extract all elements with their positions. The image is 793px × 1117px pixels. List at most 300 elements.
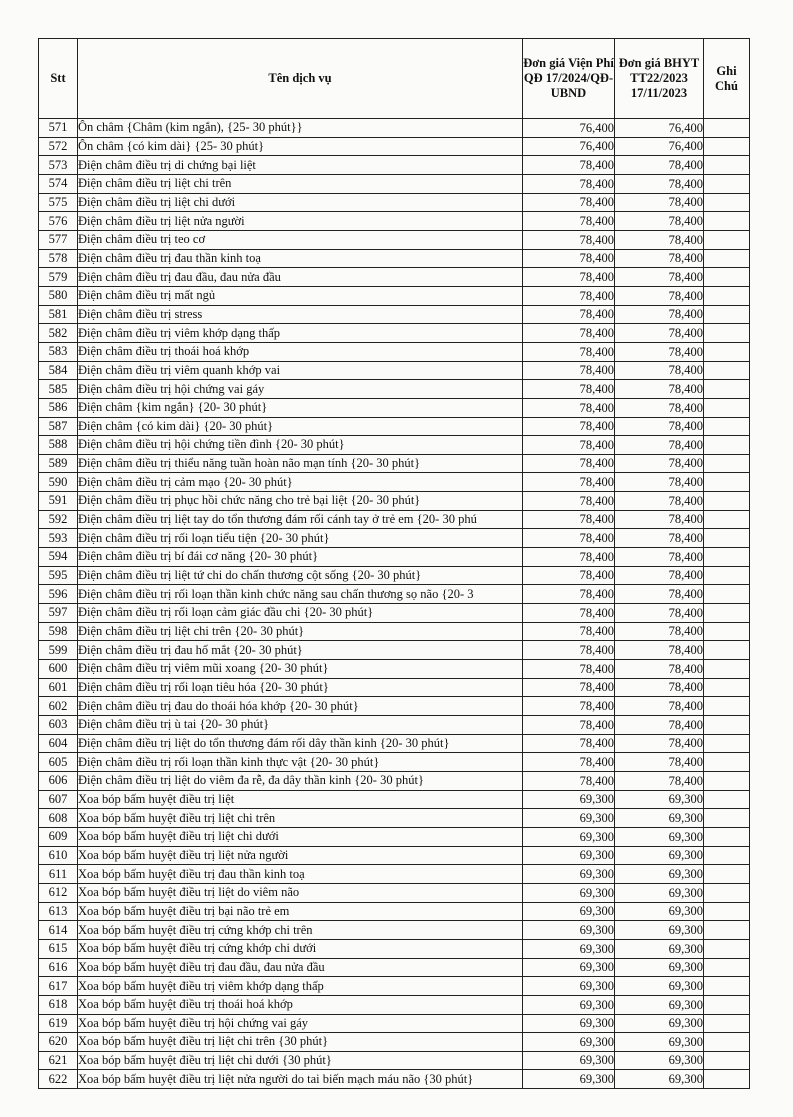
row-stt: 606 <box>39 771 78 790</box>
row-price-health-insurance: 69,300 <box>615 958 704 977</box>
row-price-health-insurance: 78,400 <box>615 342 704 361</box>
row-service-name: Xoa bóp bấm huyệt điều trị đau đầu, đau nửa đầu <box>78 958 523 977</box>
row-price-health-insurance: 69,300 <box>615 977 704 996</box>
row-note <box>704 678 750 697</box>
row-service-name: Xoa bóp bấm huyệt điều trị liệt chi trên {30 phút} <box>78 1033 523 1052</box>
row-service-name: Xoa bóp bấm huyệt điều trị liệt do viêm não <box>78 883 523 902</box>
header-service-name: Tên dịch vụ <box>78 39 523 119</box>
row-service-name: Điện châm {có kim dài} {20- 30 phút} <box>78 417 523 436</box>
row-note <box>704 790 750 809</box>
table-row <box>39 660 750 679</box>
row-service-name: Xoa bóp bấm huyệt điều trị viêm khớp dạng thấp <box>78 977 523 996</box>
row-price-health-insurance: 78,400 <box>615 473 704 492</box>
row-price-hospital-fee: 69,300 <box>523 958 615 977</box>
row-service-name: Điện châm điều trị viêm khớp dạng thấp <box>78 324 523 343</box>
row-stt: 607 <box>39 790 78 809</box>
row-stt: 573 <box>39 156 78 175</box>
row-note <box>704 1033 750 1052</box>
table-row <box>39 958 750 977</box>
table-row <box>39 212 750 231</box>
row-stt: 610 <box>39 846 78 865</box>
row-price-hospital-fee: 78,400 <box>523 604 615 623</box>
row-price-health-insurance: 78,400 <box>615 268 704 287</box>
row-stt: 605 <box>39 753 78 772</box>
table-row <box>39 921 750 940</box>
row-stt: 575 <box>39 193 78 212</box>
row-service-name: Điện châm điều trị stress <box>78 305 523 324</box>
row-price-hospital-fee: 76,400 <box>523 137 615 156</box>
row-price-health-insurance: 78,400 <box>615 660 704 679</box>
row-price-hospital-fee: 78,400 <box>523 566 615 585</box>
table-row <box>39 883 750 902</box>
table-row <box>39 174 750 193</box>
table-row <box>39 771 750 790</box>
row-note <box>704 697 750 716</box>
table-row <box>39 809 750 828</box>
row-stt: 622 <box>39 1070 78 1089</box>
table-row <box>39 902 750 921</box>
table-row <box>39 734 750 753</box>
table-row <box>39 492 750 511</box>
row-stt: 593 <box>39 529 78 548</box>
row-price-hospital-fee: 78,400 <box>523 660 615 679</box>
row-price-health-insurance: 78,400 <box>615 454 704 473</box>
row-service-name: Điện châm điều trị liệt do tổn thương đám rối dây thần kinh {20- 30 phút} <box>78 734 523 753</box>
header-price-hospital-fee: Đơn giá Viện Phí QĐ 17/2024/QĐ-UBND <box>523 39 615 119</box>
row-note <box>704 716 750 735</box>
table-row <box>39 473 750 492</box>
row-price-health-insurance: 78,400 <box>615 734 704 753</box>
row-stt: 587 <box>39 417 78 436</box>
row-price-hospital-fee: 78,400 <box>523 268 615 287</box>
price-table <box>38 38 750 1089</box>
row-price-health-insurance: 78,400 <box>615 641 704 660</box>
table-row <box>39 380 750 399</box>
row-price-health-insurance: 69,300 <box>615 1033 704 1052</box>
row-service-name: Điện châm điều trị đau thần kinh toạ <box>78 249 523 268</box>
row-price-hospital-fee: 78,400 <box>523 156 615 175</box>
row-stt: 621 <box>39 1051 78 1070</box>
row-stt: 614 <box>39 921 78 940</box>
row-price-hospital-fee: 78,400 <box>523 212 615 231</box>
table-row <box>39 305 750 324</box>
table-row <box>39 193 750 212</box>
table-row <box>39 398 750 417</box>
row-price-hospital-fee: 69,300 <box>523 995 615 1014</box>
row-stt: 617 <box>39 977 78 996</box>
row-note <box>704 939 750 958</box>
row-service-name: Điện châm {kim ngắn} {20- 30 phút} <box>78 398 523 417</box>
row-price-hospital-fee: 78,400 <box>523 510 615 529</box>
row-price-health-insurance: 78,400 <box>615 678 704 697</box>
row-note <box>704 771 750 790</box>
row-price-health-insurance: 78,400 <box>615 174 704 193</box>
row-stt: 582 <box>39 324 78 343</box>
row-price-health-insurance: 78,400 <box>615 510 704 529</box>
row-price-health-insurance: 69,300 <box>615 1051 704 1070</box>
row-note <box>704 473 750 492</box>
row-note <box>704 566 750 585</box>
row-price-health-insurance: 78,400 <box>615 753 704 772</box>
row-service-name: Điện châm điều trị rối loạn tiêu hóa {20- 30 phút} <box>78 678 523 697</box>
row-note <box>704 510 750 529</box>
row-price-health-insurance: 69,300 <box>615 809 704 828</box>
row-price-hospital-fee: 78,400 <box>523 398 615 417</box>
row-price-health-insurance: 78,400 <box>615 716 704 735</box>
row-note <box>704 286 750 305</box>
row-service-name: Điện châm điều trị đau do thoái hóa khớp {20- 30 phút} <box>78 697 523 716</box>
row-price-hospital-fee: 78,400 <box>523 753 615 772</box>
row-price-health-insurance: 78,400 <box>615 566 704 585</box>
row-note <box>704 1070 750 1089</box>
row-note <box>704 641 750 660</box>
row-note <box>704 361 750 380</box>
row-stt: 581 <box>39 305 78 324</box>
row-price-hospital-fee: 69,300 <box>523 977 615 996</box>
row-stt: 616 <box>39 958 78 977</box>
row-price-hospital-fee: 69,300 <box>523 883 615 902</box>
row-price-health-insurance: 78,400 <box>615 361 704 380</box>
row-stt: 600 <box>39 660 78 679</box>
row-price-hospital-fee: 78,400 <box>523 529 615 548</box>
row-price-hospital-fee: 69,300 <box>523 809 615 828</box>
table-row <box>39 995 750 1014</box>
table-body <box>39 119 750 1089</box>
row-service-name: Điện châm điều trị viêm quanh khớp vai <box>78 361 523 380</box>
row-price-health-insurance: 76,400 <box>615 119 704 138</box>
row-price-health-insurance: 78,400 <box>615 212 704 231</box>
header-price-health-insurance: Đơn giá BHYT TT22/2023 17/11/2023 <box>615 39 704 119</box>
table-row <box>39 249 750 268</box>
row-price-health-insurance: 78,400 <box>615 697 704 716</box>
row-stt: 577 <box>39 230 78 249</box>
row-note <box>704 902 750 921</box>
row-price-health-insurance: 78,400 <box>615 585 704 604</box>
row-note <box>704 324 750 343</box>
row-price-health-insurance: 69,300 <box>615 790 704 809</box>
row-service-name: Điện châm điều trị ù tai {20- 30 phút} <box>78 716 523 735</box>
row-stt: 584 <box>39 361 78 380</box>
row-stt: 572 <box>39 137 78 156</box>
row-note <box>704 809 750 828</box>
row-note <box>704 193 750 212</box>
row-price-health-insurance: 69,300 <box>615 902 704 921</box>
row-price-hospital-fee: 78,400 <box>523 249 615 268</box>
row-price-hospital-fee: 78,400 <box>523 417 615 436</box>
row-stt: 611 <box>39 865 78 884</box>
row-stt: 579 <box>39 268 78 287</box>
row-service-name: Điện châm điều trị phục hồi chức năng cho trẻ bại liệt {20- 30 phút} <box>78 492 523 511</box>
row-price-health-insurance: 69,300 <box>615 865 704 884</box>
table-row <box>39 641 750 660</box>
row-price-health-insurance: 69,300 <box>615 1014 704 1033</box>
row-price-health-insurance: 78,400 <box>615 548 704 567</box>
row-price-health-insurance: 78,400 <box>615 324 704 343</box>
row-stt: 580 <box>39 286 78 305</box>
row-price-health-insurance: 69,300 <box>615 921 704 940</box>
row-price-hospital-fee: 69,300 <box>523 846 615 865</box>
table-row <box>39 678 750 697</box>
row-note <box>704 230 750 249</box>
row-service-name: Điện châm điều trị liệt tay do tổn thương đám rối cánh tay ở trẻ em {20- 30 phú <box>78 510 523 529</box>
row-stt: 603 <box>39 716 78 735</box>
row-price-hospital-fee: 78,400 <box>523 716 615 735</box>
row-service-name: Điện châm điều trị di chứng bại liệt <box>78 156 523 175</box>
row-service-name: Xoa bóp bấm huyệt điều trị đau thần kinh toạ <box>78 865 523 884</box>
table-row <box>39 268 750 287</box>
row-price-hospital-fee: 78,400 <box>523 193 615 212</box>
row-price-hospital-fee: 78,400 <box>523 230 615 249</box>
row-price-health-insurance: 78,400 <box>615 492 704 511</box>
row-note <box>704 249 750 268</box>
table-row <box>39 790 750 809</box>
row-note <box>704 585 750 604</box>
row-service-name: Xoa bóp bấm huyệt điều trị liệt chi trên <box>78 809 523 828</box>
table-row <box>39 827 750 846</box>
row-note <box>704 454 750 473</box>
row-price-health-insurance: 78,400 <box>615 417 704 436</box>
row-service-name: Điện châm điều trị đau đầu, đau nửa đầu <box>78 268 523 287</box>
table-row <box>39 1014 750 1033</box>
table-row <box>39 137 750 156</box>
row-service-name: Xoa bóp bấm huyệt điều trị bại não trẻ em <box>78 902 523 921</box>
row-price-health-insurance: 78,400 <box>615 193 704 212</box>
row-stt: 619 <box>39 1014 78 1033</box>
table-row <box>39 977 750 996</box>
row-price-health-insurance: 78,400 <box>615 398 704 417</box>
row-stt: 589 <box>39 454 78 473</box>
row-price-hospital-fee: 78,400 <box>523 436 615 455</box>
row-stt: 598 <box>39 622 78 641</box>
row-service-name: Điện châm điều trị rối loạn thần kinh thực vật {20- 30 phút} <box>78 753 523 772</box>
row-note <box>704 342 750 361</box>
row-price-hospital-fee: 78,400 <box>523 641 615 660</box>
row-service-name: Điện châm điều trị bí đái cơ năng {20- 30 phút} <box>78 548 523 567</box>
row-note <box>704 995 750 1014</box>
row-price-health-insurance: 78,400 <box>615 230 704 249</box>
row-note <box>704 883 750 902</box>
row-note <box>704 417 750 436</box>
row-price-hospital-fee: 78,400 <box>523 342 615 361</box>
table-row <box>39 566 750 585</box>
row-service-name: Điện châm điều trị đau hố mắt {20- 30 phút} <box>78 641 523 660</box>
row-service-name: Điện châm điều trị liệt nửa người <box>78 212 523 231</box>
row-price-hospital-fee: 78,400 <box>523 305 615 324</box>
row-note <box>704 622 750 641</box>
row-price-hospital-fee: 78,400 <box>523 324 615 343</box>
row-price-hospital-fee: 69,300 <box>523 1070 615 1089</box>
row-note <box>704 212 750 231</box>
row-price-health-insurance: 69,300 <box>615 995 704 1014</box>
row-service-name: Điện châm điều trị liệt chi trên <box>78 174 523 193</box>
table-row <box>39 230 750 249</box>
header-note: Ghi Chú <box>704 39 750 119</box>
row-service-name: Xoa bóp bấm huyệt điều trị cứng khớp chi trên <box>78 921 523 940</box>
row-price-health-insurance: 69,300 <box>615 827 704 846</box>
row-stt: 595 <box>39 566 78 585</box>
row-stt: 588 <box>39 436 78 455</box>
row-price-hospital-fee: 78,400 <box>523 286 615 305</box>
table-row <box>39 510 750 529</box>
row-stt: 583 <box>39 342 78 361</box>
row-price-hospital-fee: 78,400 <box>523 361 615 380</box>
row-stt: 604 <box>39 734 78 753</box>
header-stt: Stt <box>39 39 78 119</box>
row-service-name: Ôn châm {có kim dài} {25- 30 phút} <box>78 137 523 156</box>
row-price-hospital-fee: 78,400 <box>523 473 615 492</box>
row-price-hospital-fee: 78,400 <box>523 380 615 399</box>
row-note <box>704 865 750 884</box>
table-row <box>39 361 750 380</box>
row-note <box>704 492 750 511</box>
table-row <box>39 286 750 305</box>
row-price-health-insurance: 76,400 <box>615 137 704 156</box>
table-row <box>39 622 750 641</box>
row-price-hospital-fee: 78,400 <box>523 492 615 511</box>
row-service-name: Xoa bóp bấm huyệt điều trị cứng khớp chi dưới <box>78 939 523 958</box>
row-stt: 585 <box>39 380 78 399</box>
table-row <box>39 753 750 772</box>
row-note <box>704 174 750 193</box>
row-note <box>704 753 750 772</box>
row-stt: 597 <box>39 604 78 623</box>
table-row <box>39 846 750 865</box>
row-stt: 613 <box>39 902 78 921</box>
row-price-hospital-fee: 69,300 <box>523 1014 615 1033</box>
row-note <box>704 1051 750 1070</box>
row-price-health-insurance: 78,400 <box>615 622 704 641</box>
row-note <box>704 398 750 417</box>
row-stt: 615 <box>39 939 78 958</box>
row-service-name: Điện châm điều trị rối loạn tiểu tiện {20- 30 phút} <box>78 529 523 548</box>
row-service-name: Điện châm điều trị mất ngủ <box>78 286 523 305</box>
row-stt: 609 <box>39 827 78 846</box>
row-service-name: Xoa bóp bấm huyệt điều trị liệt nửa người <box>78 846 523 865</box>
row-price-hospital-fee: 78,400 <box>523 678 615 697</box>
table-row <box>39 865 750 884</box>
row-service-name: Xoa bóp bấm huyệt điều trị liệt chi dưới {30 phút} <box>78 1051 523 1070</box>
row-price-hospital-fee: 78,400 <box>523 697 615 716</box>
row-price-hospital-fee: 69,300 <box>523 790 615 809</box>
row-price-health-insurance: 69,300 <box>615 883 704 902</box>
row-stt: 578 <box>39 249 78 268</box>
row-price-health-insurance: 78,400 <box>615 771 704 790</box>
row-price-health-insurance: 78,400 <box>615 529 704 548</box>
row-service-name: Xoa bóp bấm huyệt điều trị liệt <box>78 790 523 809</box>
row-price-hospital-fee: 69,300 <box>523 939 615 958</box>
row-service-name: Điện châm điều trị viêm mũi xoang {20- 30 phút} <box>78 660 523 679</box>
table-row <box>39 939 750 958</box>
row-price-health-insurance: 78,400 <box>615 249 704 268</box>
row-price-hospital-fee: 78,400 <box>523 771 615 790</box>
table-row <box>39 529 750 548</box>
table-row <box>39 716 750 735</box>
row-service-name: Điện châm điều trị rối loạn cảm giác đầu chi {20- 30 phút} <box>78 604 523 623</box>
row-price-hospital-fee: 78,400 <box>523 585 615 604</box>
table-row <box>39 342 750 361</box>
row-price-hospital-fee: 78,400 <box>523 622 615 641</box>
row-note <box>704 827 750 846</box>
row-note <box>704 846 750 865</box>
row-stt: 599 <box>39 641 78 660</box>
table-row <box>39 119 750 138</box>
row-stt: 594 <box>39 548 78 567</box>
row-note <box>704 604 750 623</box>
row-service-name: Xoa bóp bấm huyệt điều trị hội chứng vai gáy <box>78 1014 523 1033</box>
table-row <box>39 454 750 473</box>
row-price-hospital-fee: 78,400 <box>523 454 615 473</box>
row-service-name: Điện châm điều trị hội chứng vai gáy <box>78 380 523 399</box>
row-stt: 618 <box>39 995 78 1014</box>
row-note <box>704 548 750 567</box>
row-service-name: Điện châm điều trị liệt do viêm đa rễ, đa dây thần kinh {20- 30 phút} <box>78 771 523 790</box>
row-price-health-insurance: 78,400 <box>615 286 704 305</box>
row-service-name: Xoa bóp bấm huyệt điều trị liệt nửa người do tai biến mạch máu não {30 phút} <box>78 1070 523 1089</box>
row-stt: 586 <box>39 398 78 417</box>
row-price-health-insurance: 78,400 <box>615 305 704 324</box>
row-stt: 592 <box>39 510 78 529</box>
row-price-hospital-fee: 69,300 <box>523 921 615 940</box>
row-service-name: Xoa bóp bấm huyệt điều trị thoái hoá khớp <box>78 995 523 1014</box>
row-note <box>704 921 750 940</box>
row-note <box>704 137 750 156</box>
row-price-health-insurance: 78,400 <box>615 380 704 399</box>
table-row <box>39 585 750 604</box>
row-price-health-insurance: 78,400 <box>615 604 704 623</box>
row-price-health-insurance: 78,400 <box>615 436 704 455</box>
row-note <box>704 436 750 455</box>
row-note <box>704 380 750 399</box>
row-service-name: Điện châm điều trị hội chứng tiền đình {20- 30 phút} <box>78 436 523 455</box>
row-price-hospital-fee: 69,300 <box>523 1033 615 1052</box>
row-note <box>704 977 750 996</box>
table-row <box>39 548 750 567</box>
table-row <box>39 156 750 175</box>
table-row <box>39 697 750 716</box>
row-price-hospital-fee: 78,400 <box>523 174 615 193</box>
row-stt: 608 <box>39 809 78 828</box>
row-service-name: Điện châm điều trị liệt tứ chi do chấn thương cột sống {20- 30 phút} <box>78 566 523 585</box>
row-note <box>704 156 750 175</box>
table-row <box>39 1051 750 1070</box>
row-service-name: Điện châm điều trị cảm mạo {20- 30 phút} <box>78 473 523 492</box>
row-service-name: Xoa bóp bấm huyệt điều trị liệt chi dưới <box>78 827 523 846</box>
row-price-health-insurance: 69,300 <box>615 1070 704 1089</box>
row-service-name: Điện châm điều trị liệt chi dưới <box>78 193 523 212</box>
table-row <box>39 417 750 436</box>
row-stt: 591 <box>39 492 78 511</box>
row-note <box>704 268 750 287</box>
row-stt: 612 <box>39 883 78 902</box>
table-row <box>39 1033 750 1052</box>
row-price-hospital-fee: 76,400 <box>523 119 615 138</box>
row-stt: 571 <box>39 119 78 138</box>
row-note <box>704 529 750 548</box>
row-service-name: Điện châm điều trị thoái hoá khớp <box>78 342 523 361</box>
row-price-health-insurance: 78,400 <box>615 156 704 175</box>
table-row <box>39 324 750 343</box>
row-price-hospital-fee: 78,400 <box>523 734 615 753</box>
row-stt: 601 <box>39 678 78 697</box>
row-price-hospital-fee: 69,300 <box>523 865 615 884</box>
row-service-name: Điện châm điều trị rối loạn thần kinh chức năng sau chấn thương sọ não {20- 3 <box>78 585 523 604</box>
row-price-hospital-fee: 69,300 <box>523 902 615 921</box>
row-note <box>704 1014 750 1033</box>
table-row <box>39 1070 750 1089</box>
row-service-name: Điện châm điều trị liệt chi trên {20- 30 phút} <box>78 622 523 641</box>
table-row <box>39 436 750 455</box>
table-header-row <box>39 39 750 119</box>
